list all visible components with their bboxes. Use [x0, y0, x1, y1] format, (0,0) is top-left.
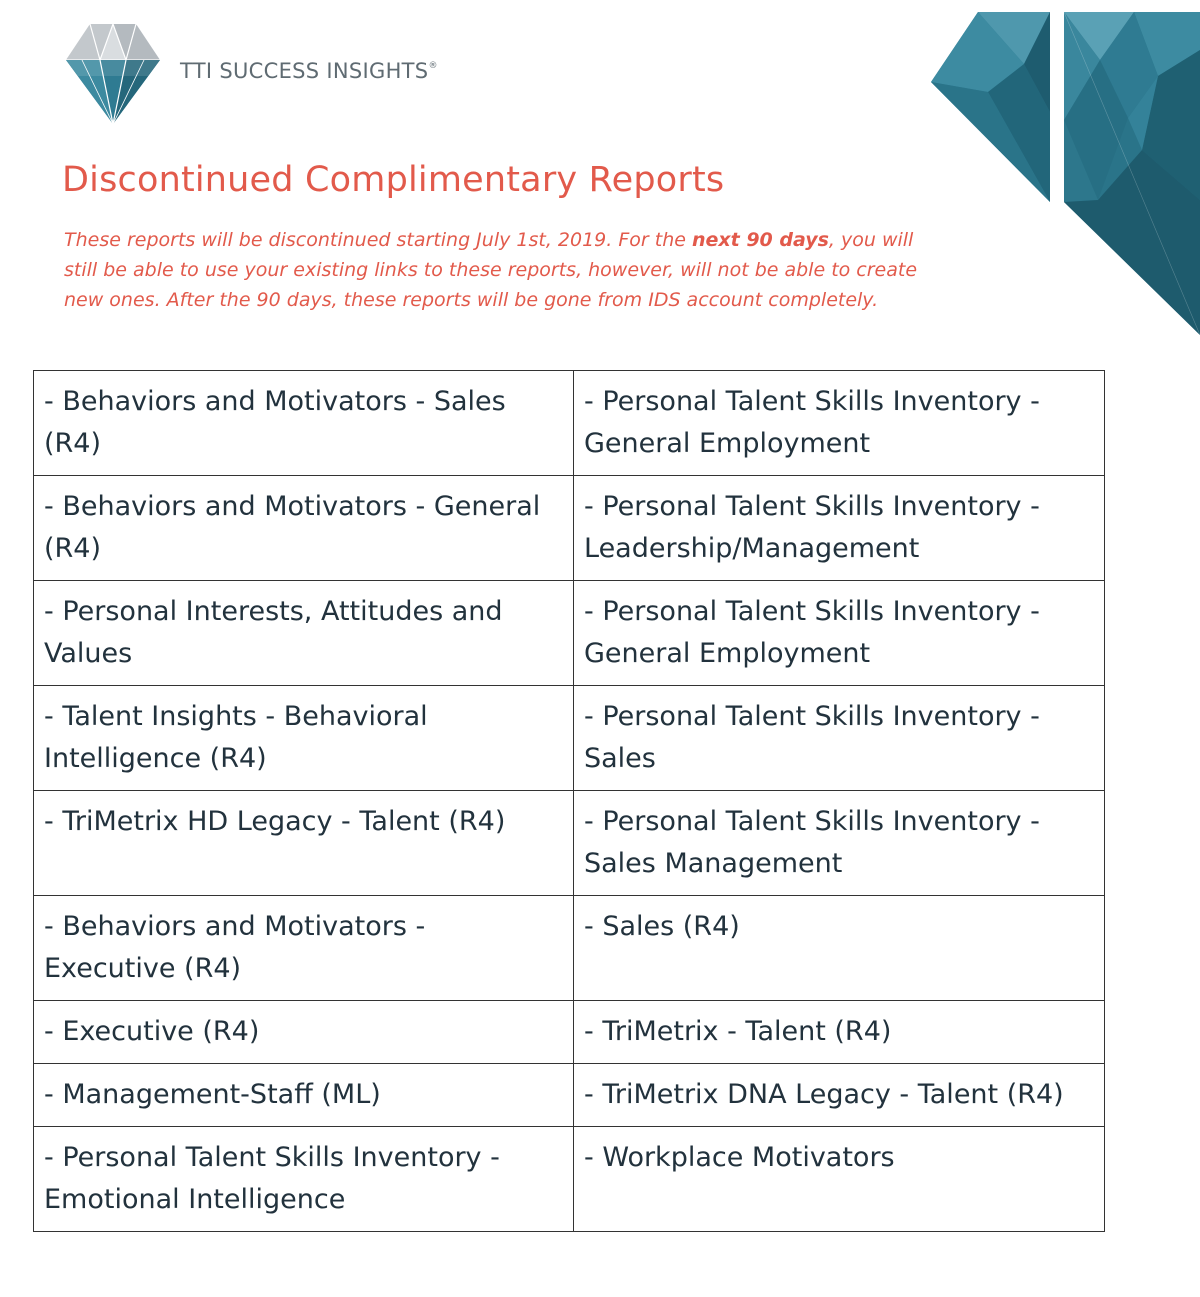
- page-title: Discontinued Complimentary Reports: [62, 160, 725, 200]
- trademark-symbol: ®: [428, 61, 438, 71]
- report-cell: - Behaviors and Motivators - Sales (R4): [34, 371, 574, 476]
- table-row: [34, 1064, 1105, 1127]
- brand-name: [180, 59, 438, 83]
- report-cell: - TriMetrix HD Legacy - Talent (R4): [34, 791, 574, 896]
- table-row: [34, 371, 1105, 476]
- report-cell: - Talent Insights - Behavioral Intelligence (R4): [34, 686, 574, 791]
- report-cell: - TriMetrix DNA Legacy - Talent (R4): [574, 1064, 1105, 1127]
- brand-logo: [60, 20, 438, 126]
- table-row: [34, 581, 1105, 686]
- report-cell: - Personal Talent Skills Inventory - General Employment: [574, 371, 1105, 476]
- report-cell: - Personal Talent Skills Inventory - Emotional Intelligence: [34, 1127, 574, 1232]
- diamond-logo-icon: [60, 20, 166, 126]
- report-cell: - Personal Talent Skills Inventory - Sales Management: [574, 791, 1105, 896]
- report-cell: - Behaviors and Motivators - General (R4): [34, 476, 574, 581]
- notice-text-end: , you will still be able to use your existing links to these reports, however, will not be able to create new ones. After the 90 days, these reports will be gone from IDS account completely.: [64, 229, 918, 311]
- report-cell: - Personal Interests, Attitudes and Values: [34, 581, 574, 686]
- reports-table: [33, 370, 1105, 1232]
- report-cell: - TriMetrix - Talent (R4): [574, 1001, 1105, 1064]
- table-row: [34, 686, 1105, 791]
- report-cell: - Management-Staff (ML): [34, 1064, 574, 1127]
- table-row: [34, 896, 1105, 1001]
- table-row: [34, 1127, 1105, 1232]
- notice-text-start: These reports will be discontinued starting July 1st, 2019. For the: [64, 229, 692, 251]
- notice-emphasis: next 90 days: [691, 229, 829, 251]
- table-row: [34, 1001, 1105, 1064]
- table-row: [34, 791, 1105, 896]
- table-row: [34, 476, 1105, 581]
- report-cell: - Personal Talent Skills Inventory - Sales: [574, 686, 1105, 791]
- report-cell: - Workplace Motivators: [574, 1127, 1105, 1232]
- report-cell: - Personal Talent Skills Inventory - Leadership/Management: [574, 476, 1105, 581]
- brand-name-text: TTI SUCCESS INSIGHTS: [180, 59, 429, 83]
- discontinuation-notice: [64, 225, 924, 315]
- report-cell: - Sales (R4): [574, 896, 1105, 1001]
- report-cell: - Behaviors and Motivators - Executive (R4): [34, 896, 574, 1001]
- report-cell: - Executive (R4): [34, 1001, 574, 1064]
- corner-gem-graphic: [928, 0, 1200, 345]
- report-cell: - Personal Talent Skills Inventory - General Employment: [574, 581, 1105, 686]
